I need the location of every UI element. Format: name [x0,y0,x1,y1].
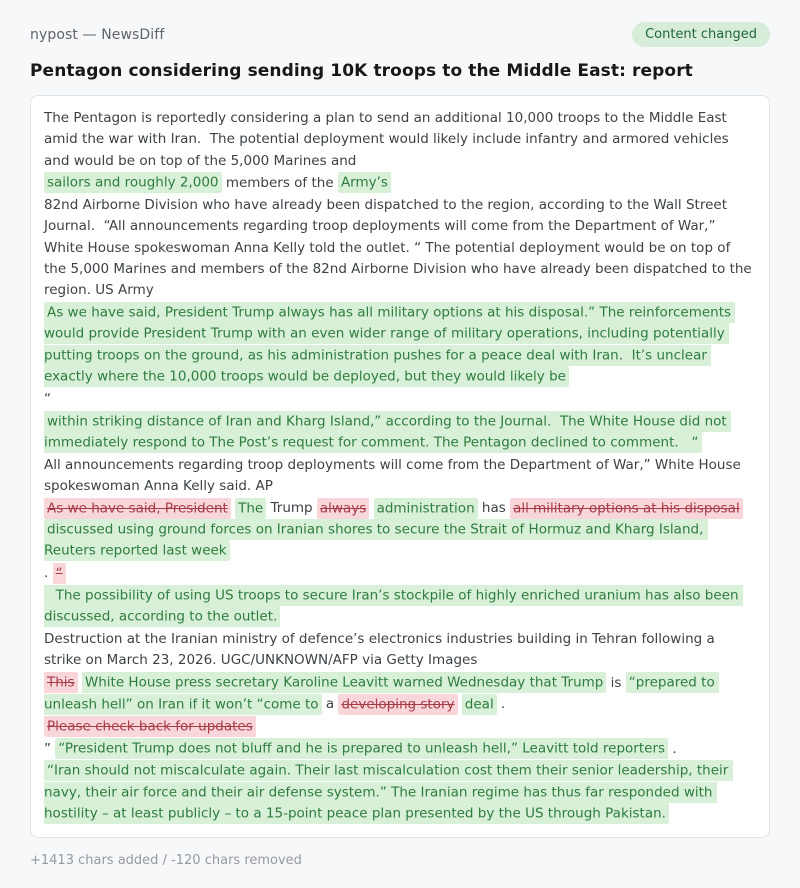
diff-segment-plain: . [501,696,506,713]
diff-block [44,411,756,454]
diff-segment-removed: This [44,672,78,693]
diff-segment-plain: “ [44,390,51,407]
diff-segment-added: White House press secretary Karoline Leavitt warned Wednesday that Trump [82,672,606,693]
diff-segment-plain: The Pentagon is reportedly considering a plan to send an additional 10,000 troops to the Middle East amid the war with Iran. The potential deployment would likely include infantry and armored vehicles and would be on top of the 5,000 Marines and [44,110,733,169]
diff-segment-removed: As we have said, President [44,498,231,519]
diff-segment-removed: “ [53,563,66,584]
diff-segment-plain: ” [44,740,51,757]
diff-segment-plain: Destruction at the Iranian ministry of defence’s electronics industries building in Tehran following a strike on March 23, 2026. UGC/UNKNOWN/AFP via Getty Images [44,631,720,669]
diff-summary: +1413 chars added / -120 chars removed [30,852,302,868]
diff-segment-plain: Trump [270,500,313,517]
diff-segment-added: The possibility of using US troops to secure Iran’s stockpile of highly enriched uranium has also been discussed, according to the outlet. [44,585,743,627]
diff-segment-added: sailors and roughly 2,000 [44,172,222,193]
diff-segment-added: “President Trump does not bluff and he is prepared to unleash hell,” Leavitt told reporters [55,738,668,759]
diff-segment-removed: always [317,498,369,519]
status-badge: Content changed [632,22,770,47]
diff-block [44,498,756,562]
diff-segment-added: As we have said, President Trump always has all military options at his disposal.” The reinforcements would provide President Trump with an even wider range of military operations, including potentially putting troops on the ground, as his administration pushes for a peace deal with Iran. It’s unclear exactly where the 10,000 troops would be deployed, but they would likely be [44,302,735,387]
diff-segment-added: within striking distance of Iran and Kharg Island,” according to the Journal. The White House did not immediately respond to The Post’s request for comment. The Pentagon declined to comment. “ [44,411,731,453]
diff-block [44,455,756,498]
diff-segment-added: administration [374,498,478,519]
diff-block [44,739,756,760]
diff-segment-added: “prepared to unleash hell” on Iran if it won’t “come to [44,672,719,714]
diff-segment-plain: a [325,696,335,713]
diff-segment-plain: . [672,740,677,757]
diff-block [44,586,756,629]
diff-segment-added: Army’s [338,172,391,193]
diff-block [44,195,756,301]
diff-block [44,563,756,584]
diff-block [44,716,756,737]
diff-block [44,761,756,825]
diff-segment-removed: all military options at his disposal [510,498,743,519]
diff-block [44,303,756,388]
diff-segment-plain: is [610,674,622,691]
diff-block [44,629,756,672]
diff-segment-removed: Please check back for updates [44,716,256,737]
diff-block [44,108,756,172]
diff-segment-plain: All announcements regarding troop deployments will come from the Department of War,” White House spokeswoman Anna Kelly said. AP [44,456,746,495]
diff-block [44,173,756,194]
source-label: nypost — NewsDiff [30,26,165,43]
diff-segment-plain: 82nd Airborne Division who have already been dispatched to the region, according to the Wall Street Journal. “All announcements regarding troop deployments will come from the Department of War,” White House spokeswoman Anna Kelly told the outlet. “ The potential deployment would be on top of the 5,000 Marines and members of the 82nd Airborne Division who have already been dispatched to the region. US Army [44,197,757,299]
diff-segment-removed: developing story [338,694,457,715]
diff-segment-added: The [235,498,266,519]
diff-content-box [30,95,770,838]
page-title: Pentagon considering sending 10K troops to the Middle East: report [30,61,693,81]
diff-segment-plain: members of the [225,174,334,191]
diff-segment-added: “Iran should not miscalculate again. Their last miscalculation cost them their senior leadership, their navy, their air force and their air defense system.” The Iranian regime has thus far responded with hostility – at least publicly – to a 15-point peace plan presented by the US through Pakistan. [44,760,733,824]
diff-segment-plain: . [44,565,49,582]
diff-block [44,673,756,716]
diff-segment-added: deal [462,694,497,715]
diff-block [44,389,756,410]
diff-segment-added: discussed using ground forces on Iranian shores to secure the Strait of Hormuz and Kharg Island, Reuters reported last week [44,519,708,561]
diff-segment-plain: has [481,500,506,517]
topbar [30,22,770,47]
